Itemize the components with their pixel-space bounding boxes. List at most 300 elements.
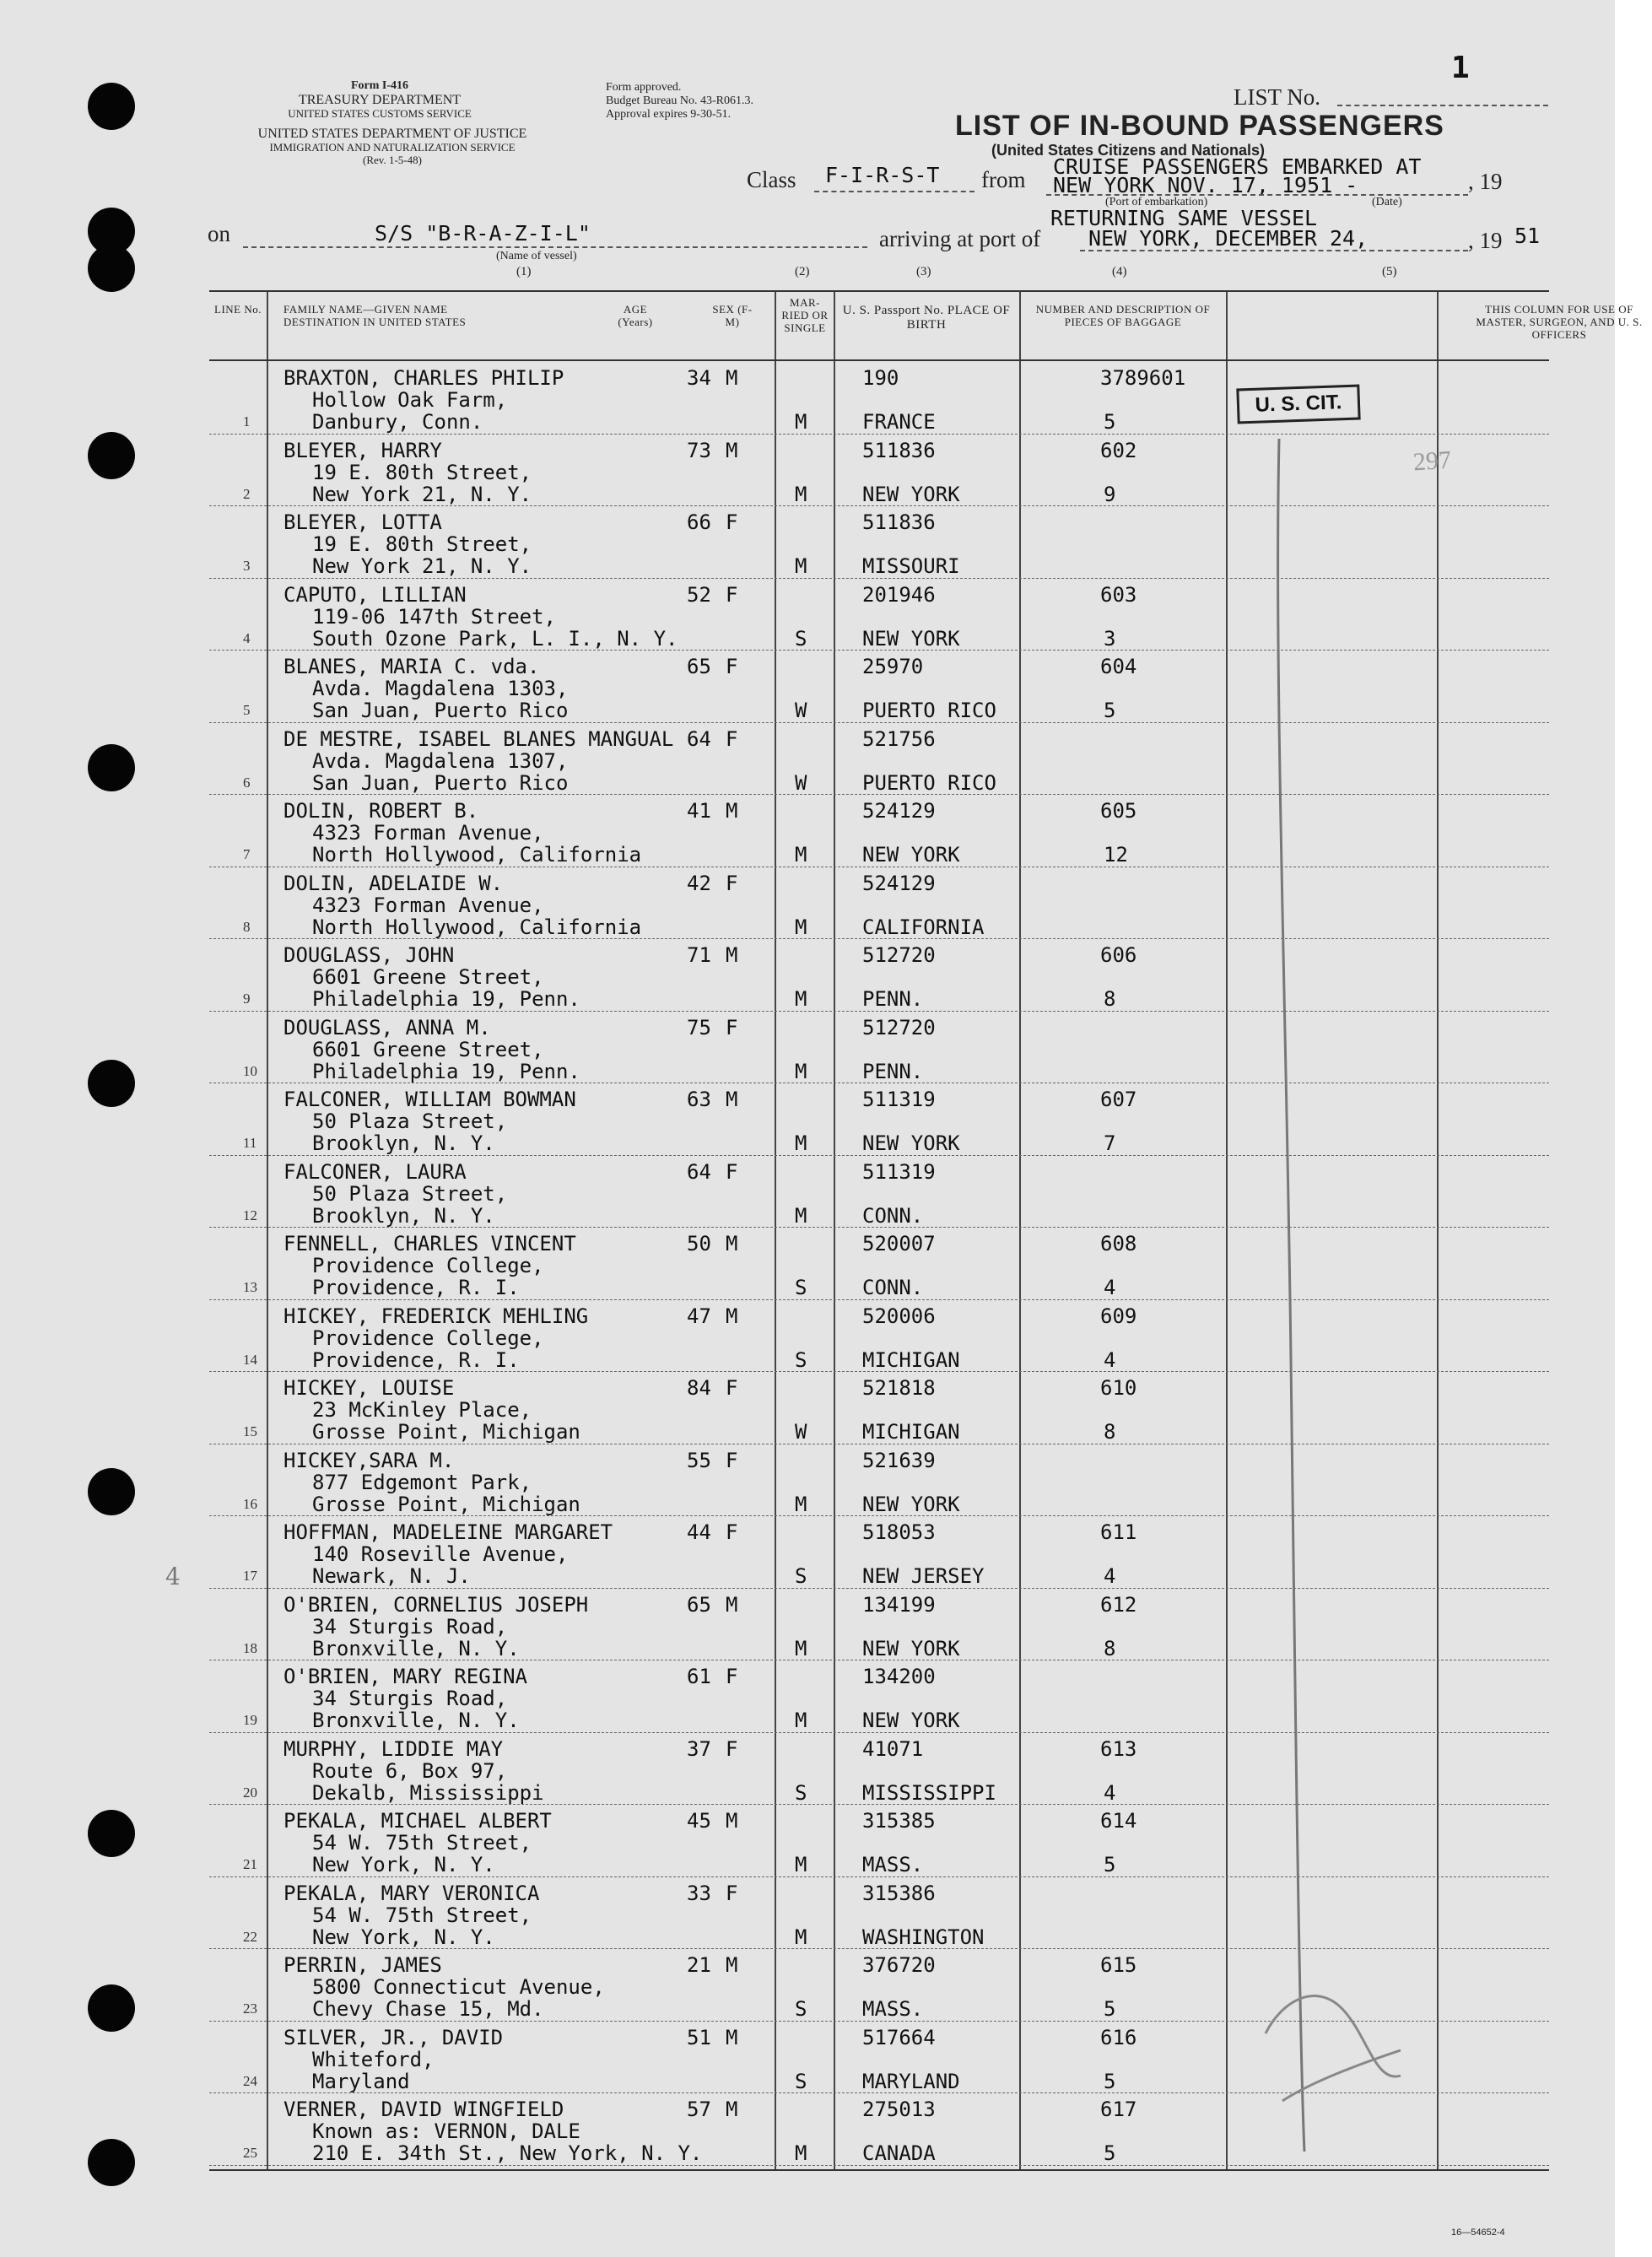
passenger-address-1: 19 E. 80th Street, [312,460,532,484]
line-number: 12 [243,1207,257,1223]
punch-hole [88,432,135,479]
passenger-address-1: Hollow Oak Farm, [312,388,508,412]
baggage-number: 607 [1100,1088,1137,1111]
passport-number: 25970 [862,655,924,678]
passport-number: 511836 [862,438,936,462]
baggage-count: 5 [1104,410,1116,434]
passenger-name: BLEYER, LOTTA [283,510,442,534]
line-number: 4 [243,629,251,646]
approval-line: Form approved. [606,81,682,94]
line-number: 8 [243,918,251,935]
line-number: 20 [243,1784,257,1801]
passenger-address-2: Maryland [312,2069,410,2093]
passenger-address-2: Philadelphia 19, Penn. [312,987,580,1011]
passenger-address-1: 877 Edgemont Park, [312,1470,532,1494]
line-number: 9 [243,991,251,1007]
passenger-age: 65 [687,1592,711,1617]
place-of-birth: MISSOURI [862,554,960,578]
baggage-count: 5 [1104,2141,1116,2165]
passenger-sex: M [726,438,738,462]
passenger-address-2: New York 21, N. Y. [312,554,532,578]
list-no-value: 1 [1451,51,1470,85]
passenger-age: 57 [687,2098,711,2121]
passenger-address-2: 210 E. 34th St., New York, N. Y. [312,2141,703,2165]
passenger-sex: F [726,1736,738,1761]
passenger-name: PERRIN, JAMES [283,1953,442,1977]
date-caption: (Date) [1372,196,1402,208]
marital-status: M [795,1131,807,1155]
baggage-count: 8 [1104,1420,1116,1444]
passenger-address-1: 34 Sturgis Road, [312,1614,508,1639]
baggage-number: 614 [1100,1809,1137,1833]
passport-number: 511319 [862,1159,936,1184]
passport-number: 520007 [862,1232,936,1255]
passport-number: 517664 [862,2025,936,2049]
passenger-address-2: Bronxville, N. Y. [312,1636,520,1660]
punch-hole [88,1060,135,1107]
passenger-address-2: New York 21, N. Y. [312,482,532,506]
passenger-address-1: 119-06 147th Street, [312,604,556,629]
revision-label: (Rev. 1-5-48) [363,154,422,167]
place-of-birth: CONN. [862,1276,924,1299]
list-no-label: LIST No. [1234,84,1321,110]
passport-number: 511836 [862,510,936,534]
place-of-birth: MICHIGAN [862,1347,960,1372]
marital-status: S [795,1997,807,2021]
place-of-birth: NEW YORK [862,1131,960,1155]
punch-hole [88,83,135,130]
pencil-signature [1282,2050,1401,2101]
punch-hole [88,2139,135,2186]
passenger-sex: F [726,1448,738,1472]
line-number: 10 [243,1062,257,1079]
marital-status: M [795,2141,807,2165]
baggage-count: 8 [1104,1636,1116,1660]
footer-code: 16—54652-4 [1451,2227,1505,2238]
place-of-birth: MICHIGAN [862,1420,960,1444]
passenger-age: 64 [687,726,711,751]
passenger-address-1: 54 W. 75th Street, [312,1831,532,1855]
col-head-name: FAMILY NAME—GIVEN NAME DESTINATION IN UNITED STATES [283,303,467,328]
marital-status: M [795,1636,807,1660]
passenger-address-1: Providence College, [312,1326,544,1350]
passenger-address-2: South Ozone Park, L. I., N. Y. [312,626,678,651]
marital-status: M [795,1853,807,1876]
place-of-birth: PUERTO RICO [862,699,996,722]
line-number: 21 [243,1856,257,1872]
passenger-sex: F [726,726,738,751]
passenger-address-1: Route 6, Box 97, [312,1758,508,1783]
col-head-officers: THIS COLUMN FOR USE OF MASTER, SURGEON, AND U. S. OFFICERS [1476,303,1643,341]
line-number: 13 [243,1279,257,1295]
passport-number: 134199 [862,1592,936,1617]
passenger-name: O'BRIEN, MARY REGINA [283,1665,527,1688]
pencil-signature [1266,1996,1401,2077]
place-of-birth: PENN. [862,1059,924,1083]
baggage-number: 617 [1100,2098,1137,2121]
passenger-age: 37 [687,1736,711,1761]
baggage-count: 12 [1104,843,1128,867]
passenger-address-2: Brooklyn, N. Y. [312,1203,495,1228]
passenger-sex: F [726,582,738,607]
passenger-sex: F [726,1520,738,1544]
passenger-address-2: Dekalb, Mississippi [312,1780,544,1805]
passenger-name: CAPUTO, LILLIAN [283,582,467,607]
passenger-address-1: 5800 Connecticut Avenue, [312,1975,605,1999]
passenger-address-1: 6601 Greene Street, [312,1037,544,1061]
col-head-sex: SEX (F-M) [712,303,753,328]
class-value: F-I-R-S-T [825,163,940,187]
passenger-name: DE MESTRE, ISABEL BLANES MANGUAL [283,726,674,751]
place-of-birth: NEW JERSEY [862,1564,985,1588]
customs-label: UNITED STATES CUSTOMS SERVICE [288,107,472,121]
punch-hole [88,1810,135,1857]
baggage-count: 4 [1104,1780,1116,1805]
passenger-name: PEKALA, MICHAEL ALBERT [283,1809,552,1833]
passenger-address-1: 140 Roseville Avenue, [312,1542,569,1566]
passport-number: 134200 [862,1665,936,1688]
page-subtitle: (United States Citizens and Nationals) [991,142,1266,159]
marital-status: M [795,1059,807,1083]
passenger-sex: F [726,1015,738,1039]
line-number: 22 [243,1928,257,1945]
passenger-age: 21 [687,1953,711,1977]
passenger-sex: M [726,1304,738,1328]
place-of-birth: PUERTO RICO [862,770,996,795]
baggage-number: 615 [1100,1953,1137,1977]
passenger-age: 34 [687,366,711,390]
line-number: 19 [243,1712,257,1728]
passenger-age: 50 [687,1232,711,1255]
passport-number: 524129 [862,799,936,823]
returning-note: RETURNING SAME VESSEL [1050,206,1318,230]
baggage-count: 5 [1104,2069,1116,2093]
passenger-sex: M [726,1953,738,1977]
stamp-number: 297 [1412,445,1453,477]
passenger-age: 61 [687,1665,711,1688]
vessel-caption: (Name of vessel) [496,250,577,262]
baggage-count: 9 [1104,482,1116,506]
punch-hole [88,1468,135,1515]
place-of-birth: MASS. [862,1853,924,1876]
column-number: (3) [916,265,931,278]
baggage-number: 603 [1100,582,1137,607]
place-of-birth: NEW YORK [862,1636,960,1660]
passport-number: 41071 [862,1736,924,1761]
page-title: LIST OF IN-BOUND PASSENGERS [955,110,1444,142]
baggage-number: 604 [1100,655,1137,678]
baggage-number: 612 [1100,1592,1137,1617]
passenger-name: O'BRIEN, CORNELIUS JOSEPH [283,1592,589,1617]
passenger-address-1: Avda. Magdalena 1307, [312,748,569,773]
col-head-age: AGE (Years) [618,303,653,328]
passenger-name: FENNELL, CHARLES VINCENT [283,1232,576,1255]
passenger-address-2: San Juan, Puerto Rico [312,770,569,795]
line-number: 5 [243,702,251,718]
marital-status: S [795,1347,807,1372]
place-of-birth: NEW YORK [862,482,960,506]
place-of-birth: MISSISSIPPI [862,1780,996,1805]
marital-status: S [795,2069,807,2093]
passenger-name: MURPHY, LIDDIE MAY [283,1736,504,1761]
passenger-address-2: Chevy Chase 15, Md. [312,1997,544,2021]
passenger-address-2: Grosse Point, Michigan [312,1492,580,1516]
passenger-address-1: Whiteford, [312,2047,435,2071]
line-number: 17 [243,1568,257,1584]
passenger-address-2: Grosse Point, Michigan [312,1420,580,1444]
place-of-birth: NEW YORK [862,1492,960,1516]
passport-number: 275013 [862,2098,936,2121]
passenger-name: DOLIN, ADELAIDE W. [283,871,504,895]
passenger-address-2: Providence, R. I. [312,1347,520,1372]
col-head-baggage: NUMBER AND DESCRIPTION OF PIECES OF BAGGAGE [1035,303,1211,328]
column-number: (1) [516,265,532,278]
vessel-line [243,246,867,248]
place-of-birth: FRANCE [862,410,936,434]
passenger-address-2: Danbury, Conn. [312,410,483,434]
passenger-sex: F [726,1159,738,1184]
passenger-name: HICKEY, LOUISE [283,1376,455,1400]
passport-number: 315385 [862,1809,936,1833]
passport-number: 376720 [862,1953,936,1977]
passenger-address-1: 50 Plaza Street, [312,1181,508,1206]
passenger-age: 66 [687,510,711,534]
embark-line-2: NEW YORK NOV. 17, 1951 - [1053,173,1358,197]
passenger-sex: F [726,1881,738,1905]
line-number: 15 [243,1423,257,1439]
passport-number: 521639 [862,1448,936,1472]
passenger-age: 75 [687,1015,711,1039]
passenger-address-2: New York, N. Y. [312,1925,495,1949]
passenger-address-2: Bronxville, N. Y. [312,1709,520,1732]
baggage-count: 5 [1104,1853,1116,1876]
passenger-age: 47 [687,1304,711,1328]
passenger-age: 45 [687,1809,711,1833]
passenger-name: FALCONER, WILLIAM BOWMAN [283,1088,576,1111]
embarkation-caption: (Port of embarkation) [1105,196,1208,208]
marital-status: S [795,1276,807,1299]
column-number: (2) [795,265,810,278]
justice-block [194,127,591,167]
passenger-name: PEKALA, MARY VERONICA [283,1881,540,1905]
passenger-name: FALCONER, LAURA [283,1159,467,1184]
passenger-age: 65 [687,655,711,678]
arriving-label: arriving at port of [879,226,1041,251]
passenger-address-1: 6601 Greene Street, [312,965,544,989]
passenger-age: 41 [687,799,711,823]
approval-line: Budget Bureau No. 43-R061.3. [606,94,753,108]
form-number: Form I-416 [350,79,409,92]
place-of-birth: CANADA [862,2141,936,2165]
baggage-number: 611 [1100,1520,1137,1544]
passenger-address-2: North Hollywood, California [312,915,642,939]
baggage-count: 4 [1104,1276,1116,1299]
list-no-line [1337,105,1548,106]
marital-status: W [795,699,807,722]
passenger-sex: M [726,799,738,823]
baggage-number: 3789601 [1100,366,1186,390]
baggage-count: 5 [1104,699,1116,722]
passport-number: 518053 [862,1520,936,1544]
punch-hole [88,245,135,292]
passenger-sex: F [726,1665,738,1688]
vessel-name: S/S "B-R-A-Z-I-L" [375,221,591,246]
marital-status: M [795,987,807,1011]
passport-number: 190 [862,366,899,390]
passenger-name: HICKEY, FREDERICK MEHLING [283,1304,589,1328]
marital-status: S [795,1564,807,1588]
passenger-address-1: 19 E. 80th Street, [312,532,532,556]
marital-status: M [795,1925,807,1949]
place-of-birth: NEW YORK [862,1709,960,1732]
marital-status: S [795,1780,807,1805]
place-of-birth: MASS. [862,1997,924,2021]
year-prefix-1: , 19 [1468,169,1503,194]
passenger-name: BLEYER, HARRY [283,438,442,462]
justice-label: UNITED STATES DEPARTMENT OF JUSTICE [257,127,527,141]
punch-hole [88,1984,135,2032]
margin-mark: 4 [165,1563,181,1590]
passenger-sex: F [726,871,738,895]
line-number: 23 [243,2001,257,2017]
passenger-name: BLANES, MARIA C. vda. [283,655,540,678]
line-number: 7 [243,846,251,862]
passenger-name: HICKEY,SARA M. [283,1448,455,1472]
line-number: 25 [243,2145,257,2161]
passenger-sex: M [726,1809,738,1833]
passport-number: 315386 [862,1881,936,1905]
immigration-label: IMMIGRATION AND NATURALIZATION SERVICE [269,141,516,154]
passenger-address-2: Philadelphia 19, Penn. [312,1059,580,1083]
place-of-birth: NEW YORK [862,626,960,651]
passenger-age: 52 [687,582,711,607]
passenger-age: 63 [687,1088,711,1111]
passenger-address-1: 4323 Forman Avenue, [312,821,544,845]
passport-number: 521756 [862,726,936,751]
passenger-name: SILVER, JR., DAVID [283,2025,504,2049]
passenger-age: 84 [687,1376,711,1400]
us-citizen-stamp: U. S. CIT. [1236,384,1360,424]
arrival-port: NEW YORK, DECEMBER 24, [1088,226,1369,251]
passenger-sex: F [726,1376,738,1400]
approval-line: Approval expires 9-30-51. [606,108,732,121]
baggage-number: 608 [1100,1232,1137,1255]
passenger-sex: M [726,1232,738,1255]
passport-number: 512720 [862,1015,936,1039]
line-number: 11 [243,1135,257,1151]
place-of-birth: NEW YORK [862,843,960,867]
marital-status: M [795,843,807,867]
passenger-age: 71 [687,943,711,967]
approval-block [606,81,753,121]
place-of-birth: CONN. [862,1203,924,1228]
passenger-name: DOUGLASS, ANNA M. [283,1015,491,1039]
passport-number: 512720 [862,943,936,967]
place-of-birth: PENN. [862,987,924,1011]
line-number: 2 [243,485,251,502]
passenger-address-1: Providence College, [312,1254,544,1277]
passenger-age: 73 [687,438,711,462]
passenger-sex: M [726,1592,738,1617]
col-head-line-no: LINE No. [214,303,262,316]
passenger-age: 51 [687,2025,711,2049]
line-number: 14 [243,1351,257,1368]
passenger-address-2: North Hollywood, California [312,843,642,867]
baggage-count: 4 [1104,1347,1116,1372]
baggage-count: 7 [1104,1131,1116,1155]
passenger-name: HOFFMAN, MADELEINE MARGARET [283,1520,613,1544]
baggage-count: 3 [1104,626,1116,651]
passenger-address-2: Providence, R. I. [312,1276,520,1299]
line-number: 24 [243,2072,257,2089]
pencil-marks [1249,430,1451,2168]
marital-status: M [795,1203,807,1228]
passenger-age: 42 [687,871,711,895]
baggage-number: 609 [1100,1304,1137,1328]
baggage-count: 5 [1104,1997,1116,2021]
line-number: 18 [243,1639,257,1656]
treasury-label: TREASURY DEPARTMENT [298,93,462,108]
baggage-number: 602 [1100,438,1137,462]
punch-hole [88,744,135,791]
class-line [814,191,974,192]
passenger-name: VERNER, DAVID WINGFIELD [283,2098,564,2121]
column-number: (4) [1112,265,1127,278]
passenger-age: 64 [687,1159,711,1184]
marital-status: M [795,410,807,434]
passenger-name: DOUGLASS, JOHN [283,943,455,967]
from-label: from [981,167,1026,192]
class-label: Class [747,167,796,192]
passenger-address-1: 50 Plaza Street, [312,1110,508,1133]
passenger-sex: F [726,510,738,534]
passenger-sex: M [726,2025,738,2049]
marital-status: M [795,1492,807,1516]
marital-status: M [795,482,807,506]
line-number: 16 [243,1495,257,1512]
passport-number: 521818 [862,1376,936,1400]
agency-block [202,79,557,121]
passport-number: 201946 [862,582,936,607]
place-of-birth: MARYLAND [862,2069,960,2093]
column-number: (5) [1382,265,1397,278]
place-of-birth: CALIFORNIA [862,915,985,939]
passenger-address-1: 54 W. 75th Street, [312,1903,532,1927]
passenger-age: 33 [687,1881,711,1905]
baggage-number: 606 [1100,943,1137,967]
passport-number: 524129 [862,871,936,895]
passenger-address-1: 34 Sturgis Road, [312,1687,508,1710]
embark-line-1: CRUISE PASSENGERS EMBARKED AT [1053,154,1422,179]
marital-status: S [795,626,807,651]
baggage-number: 616 [1100,2025,1137,2049]
line-number: 1 [243,413,251,429]
passenger-address-1: 23 McKinley Place, [312,1398,532,1422]
line-number: 3 [243,558,251,574]
baggage-number: 610 [1100,1376,1137,1400]
passenger-address-1: Avda. Magdalena 1303, [312,677,569,700]
marital-status: W [795,770,807,795]
col-head-passport: U. S. Passport No. PLACE OF BIRTH [842,304,1011,332]
baggage-count: 4 [1104,1564,1116,1588]
baggage-number: 605 [1100,799,1137,823]
passenger-sex: M [726,1088,738,1111]
passenger-sex: M [726,943,738,967]
passenger-address-2: New York, N. Y. [312,1853,495,1876]
passenger-sex: M [726,366,738,390]
marital-status: M [795,1709,807,1732]
marital-status: M [795,554,807,578]
